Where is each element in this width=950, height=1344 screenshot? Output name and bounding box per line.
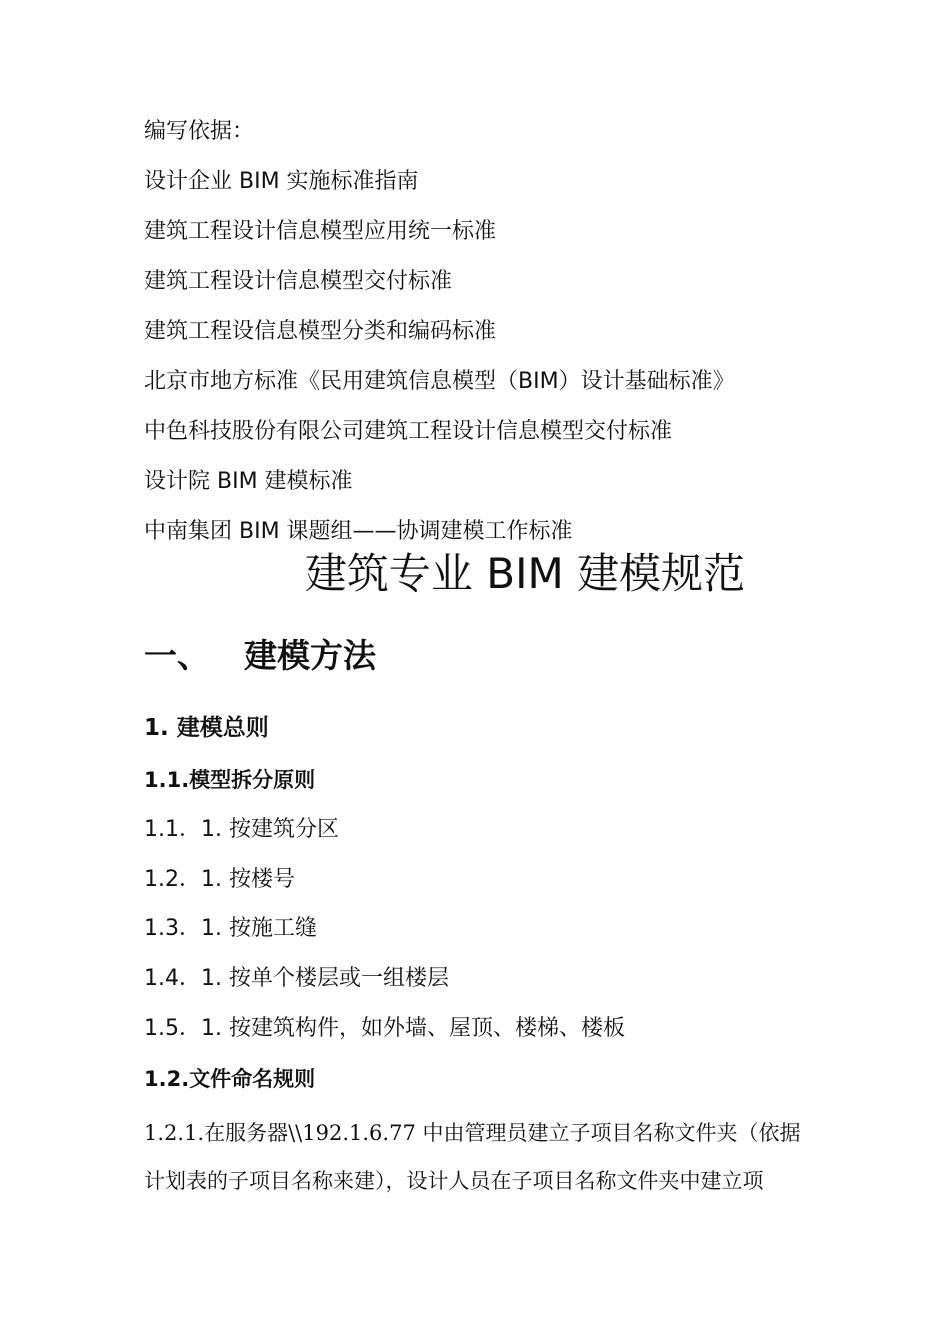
basis-item: 设计院 BIM 建模标准 [144, 469, 353, 494]
basis-item: 建筑工程设计信息模型交付标准 [144, 269, 453, 294]
list-item: 1.3．1. 按施工缝 [144, 916, 317, 941]
list-item: 1.2．1. 按楼号 [144, 867, 295, 892]
list-item: 1.5．1. 按建筑构件，如外墙、屋顶、楼梯、楼板 [144, 1016, 625, 1041]
basis-item: 建筑工程设计信息模型应用统一标准 [144, 219, 497, 244]
basis-item: 设计企业 BIM 实施标准指南 [144, 169, 419, 194]
document-title: 建筑专业 BIM 建模规范 [304, 549, 746, 598]
basis-item: 建筑工程设信息模型分类和编码标准 [144, 319, 497, 344]
basis-item: 中色科技股份有限公司建筑工程设计信息模型交付标准 [144, 419, 673, 444]
subsection-heading: 1.1.模型拆分原则 [144, 768, 316, 792]
basis-item: 中南集团 BIM 课题组——协调建模工作标准 [144, 519, 573, 544]
paragraph-line: 计划表的子项目名称来建），设计人员在子项目名称文件夹中建立项 [144, 1169, 764, 1193]
basis-item: 北京市地方标准《民用建筑信息模型（BIM）设计基础标准》 [144, 369, 735, 394]
list-item: 1.1．1. 按建筑分区 [144, 817, 339, 842]
subsection-heading: 1.2.文件命名规则 [144, 1067, 316, 1091]
section-heading: 1. 建模总则 [144, 715, 269, 741]
paragraph-line: 1.2.1.在服务器\\192.1.6.77 中由管理员建立子项目名称文件夹（依据 [144, 1121, 801, 1145]
chapter-number: 一、 [144, 636, 210, 675]
chapter-title: 建模方法 [244, 636, 376, 675]
list-item: 1.4．1. 按单个楼层或一组楼层 [144, 966, 449, 991]
basis-heading: 编写依据： [144, 119, 255, 144]
chapter-heading [144, 634, 376, 678]
